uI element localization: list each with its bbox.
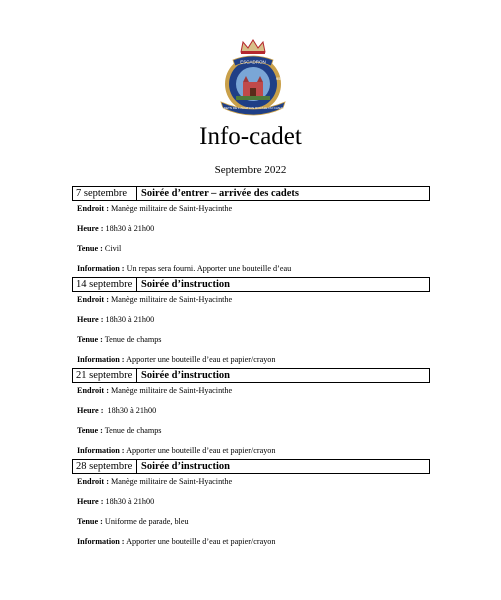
event-date: 28 septembre: [73, 460, 137, 473]
event-header: [72, 277, 430, 292]
page-title: Info-cadet: [199, 123, 302, 150]
event-time: Heure : 18h30 à 21h00: [77, 315, 155, 324]
event-header: [72, 186, 430, 201]
event-dress: Tenue : Uniforme de parade, bleu: [77, 517, 189, 526]
svg-text:ESCADRON: ESCADRON: [240, 59, 266, 65]
event-block: [72, 277, 430, 365]
event-list: [72, 186, 430, 550]
event-time: Heure : 18h30 à 21h00: [77, 406, 157, 415]
event-location: Endroit : Manège militaire de Saint-Hyacinthe: [77, 295, 233, 304]
event-date: 7 septembre: [73, 187, 137, 200]
event-info: Information : Un repas sera fourni. Apporter une bouteille d’eau: [77, 264, 292, 273]
event-time: Heure : 18h30 à 21h00: [77, 224, 155, 233]
event-title: Soirée d’instruction: [141, 370, 230, 381]
page-subtitle: Septembre 2022: [214, 164, 287, 176]
event-info: Information : Apporter une bouteille d’eau et papier/crayon: [77, 446, 276, 455]
squadron-crest-icon: [213, 38, 293, 116]
crown-icon: [241, 40, 265, 54]
event-dress: Tenue : Tenue de champs: [77, 426, 162, 435]
event-header: [72, 368, 430, 383]
event-title: Soirée d’instruction: [141, 461, 230, 472]
event-date: 21 septembre: [73, 369, 137, 382]
event-title: Soirée d’entrer – arrivée des cadets: [141, 188, 299, 199]
event-dress: Tenue : Tenue de champs: [77, 335, 162, 344]
event-location: Endroit : Manège militaire de Saint-Hyacinthe: [77, 477, 233, 486]
event-block: [72, 368, 430, 456]
event-date: 14 septembre: [73, 278, 137, 291]
svg-text:CADETS DE L'AVIATION ROYALE DU: CADETS DE L'AVIATION ROYALE DU CANADA: [219, 106, 287, 110]
event-header: [72, 459, 430, 474]
event-block: [72, 459, 430, 547]
event-info: Information : Apporter une bouteille d’eau et papier/crayon: [77, 537, 276, 546]
event-title: Soirée d’instruction: [141, 279, 230, 290]
event-time: Heure : 18h30 à 21h00: [77, 497, 155, 506]
event-location: Endroit : Manège militaire de Saint-Hyacinthe: [77, 386, 233, 395]
svg-text:950: 950: [276, 76, 283, 81]
event-block: [72, 186, 430, 274]
event-location: Endroit : Manège militaire de Saint-Hyacinthe: [77, 204, 233, 213]
event-dress: Tenue : Civil: [77, 244, 122, 253]
event-info: Information : Apporter une bouteille d’eau et papier/crayon: [77, 355, 276, 364]
